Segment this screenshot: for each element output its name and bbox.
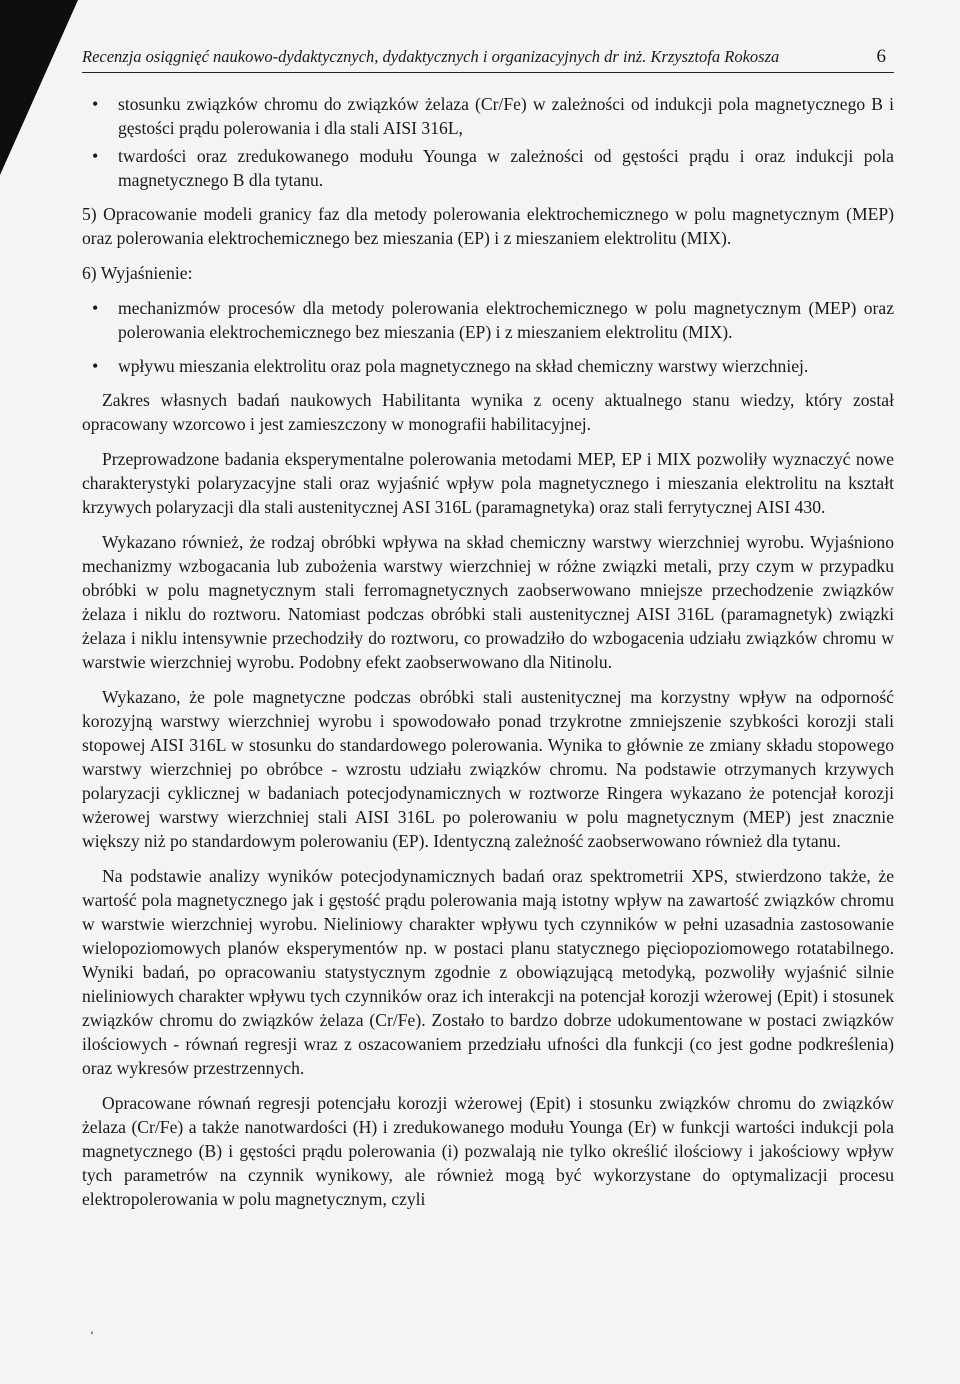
list-item: • twardości oraz zredukowanego modułu Younga w zależności od gęstości prądu i oraz indukcji pola magnetycznego B dla tytanu.: [82, 144, 894, 192]
list-item: • wpływu mieszania elektrolitu oraz pola magnetycznego na skład chemiczny warstwy wierzchniej.: [82, 354, 894, 378]
paragraph: Na podstawie analizy wyników potecjodynamicznych badań oraz spektrometrii XPS, stwierdzono także, że wartość pola magnetycznego jak i gęstość prądu polerowania mają istotny wpływ na zawartość związków chromu w warstwie wierzchniej wyrobu. Nieliniowy charakter wpływu tych czynników w pełni uzasadnia zastosowanie wielopoziomowych planów eksperymentów np. w postaci planu statycznego pięciopoziomowego rotatabilnego. Wyniki badań, po opracowaniu statystycznym zgodnie z obowiązującą metodyką, pozwoliły wyjaśnić silnie nieliniowych charakter wpływu tych czynników oraz ich interakcji na potencjał korozji wżerowej (Epit) i stosunek związków chromu do związków żelaza (Cr/Fe). Zostało to bardzo dobrze udokumentowane w postaci związków ilościowych - równań regresji wraz z oszacowaniem przedziału ufności dla funkcji (co jest godne podkreślenia) oraz wykresów przestrzennych.: [82, 866, 894, 1078]
paragraph: Wykazano, że pole magnetyczne podczas obróbki stali austenitycznej ma korzystny wpływ na odporność korozyjną warstwy wierzchniej wyrobu i spowodowało ponad trzykrotne zmniejszenie szybkości korozji stali stopowej AISI 316L w stosunku do standardowego polerowania. Wynika to głównie ze zmiany składu stopowego warstwy wierzchniej po obróbce - wzrostu udziału związków chromu. Na podstawie otrzymanych krzywych polaryzacji cyklicznej w badaniach potecjodynamicznych w roztworze Ringera wykazano że potencjał korozji wżerowej warstwy wierzchniej stali AISI 316L po polerowaniu w polu magnetycznym (MEP) jest znacznie większy niż po standardowym polerowaniu (EP). Identyczną zależność zaobserwowano również dla tytanu.: [82, 687, 894, 851]
bullet-list-explanation: [82, 296, 894, 378]
paragraph: Przeprowadzone badania eksperymentalne polerowania metodami MEP, EP i MIX pozwoliły wyznaczyć nowe charakterystyki polaryzacyjne stali oraz wyjaśnić wpływ pola magnetycznego i mieszania elektrolitu na kształt krzywych polaryzacji dla stali austenitycznej ASI 316L (paramagnetyka) oraz stali ferrytycznej AISI 430.: [82, 449, 894, 517]
scan-corner-shadow: [0, 0, 78, 175]
header-title: Recenzja osiągnięć naukowo-dydaktycznych, dydaktycznych i organizacyjnych dr inż. Krzysztofa Rokosza: [82, 47, 780, 66]
list-item: • stosunku związków chromu do związków żelaza (Cr/Fe) w zależności od indukcji pola magnetycznego B i gęstości prądu polerowania i dla stali AISI 316L,: [82, 92, 894, 140]
list-item: • mechanizmów procesów dla metody polerowania elektrochemicznego w polu magnetycznym (MEP) oraz polerowania elektrochemicznego bez mieszania (EP) i z mieszaniem elektrolitu (MIX).: [82, 296, 894, 344]
paragraph-item-6: 6) Wyjaśnienie:: [82, 263, 193, 283]
document-body: [82, 92, 894, 1222]
page-number: 6: [876, 46, 886, 67]
footer-mark: ʻ: [90, 1328, 94, 1342]
paragraph-item-5: 5) Opracowanie modeli granicy faz dla metody polerowania elektrochemicznego w polu magnetycznym (MEP) oraz polerowania elektrochemicznego bez mieszania (EP) i z mieszaniem elektrolitu (MIX).: [82, 204, 894, 248]
running-header: [82, 46, 894, 73]
paragraph: Zakres własnych badań naukowych Habilitanta wynika z oceny aktualnego stanu wiedzy, który został opracowany wzorcowo i jest zamieszczony w monografii habilitacyjnej.: [82, 390, 894, 434]
paragraph: Wykazano również, że rodzaj obróbki wpływa na skład chemiczny warstwy wierzchniej wyrobu. Wyjaśniono mechanizmy wzbogacania lub zubożenia warstwy wierzchniej w różne związki metali, przy czym w przypadku obróbki w polu magnetycznym stali ferromagnetycznych zaobserwowano mniejsze przechodzenie związków żelaza i niklu do roztworu. Natomiast podczas obróbki stali austenitycznej AISI 316L (paramagnetyk) związki żelaza i niklu intensywnie przechodziły do roztworu, co prowadziło do wzbogacenia udziału związków chromu w warstwie wierzchniej wyrobu. Podobny efekt zaobserwowano dla Nitinolu.: [82, 532, 894, 672]
paragraph: Opracowane równań regresji potencjału korozji wżerowej (Epit) i stosunku związków chromu do związków żelaza (Cr/Fe) a także nanotwardości (H) i zredukowanego modułu Younga (Er) w funkcji wartości indukcji pola magnetycznego (B) i gęstości prądu polerowania (i) pozwalają nie tylko określić ilościowy i jakościowy wpływ tych parametrów na czynnik wynikowy, ale również mogą być wykorzystane do optymalizacji procesu elektropolerowania w polu magnetycznym, czyli: [82, 1093, 894, 1209]
bullet-list-top: [82, 92, 894, 192]
